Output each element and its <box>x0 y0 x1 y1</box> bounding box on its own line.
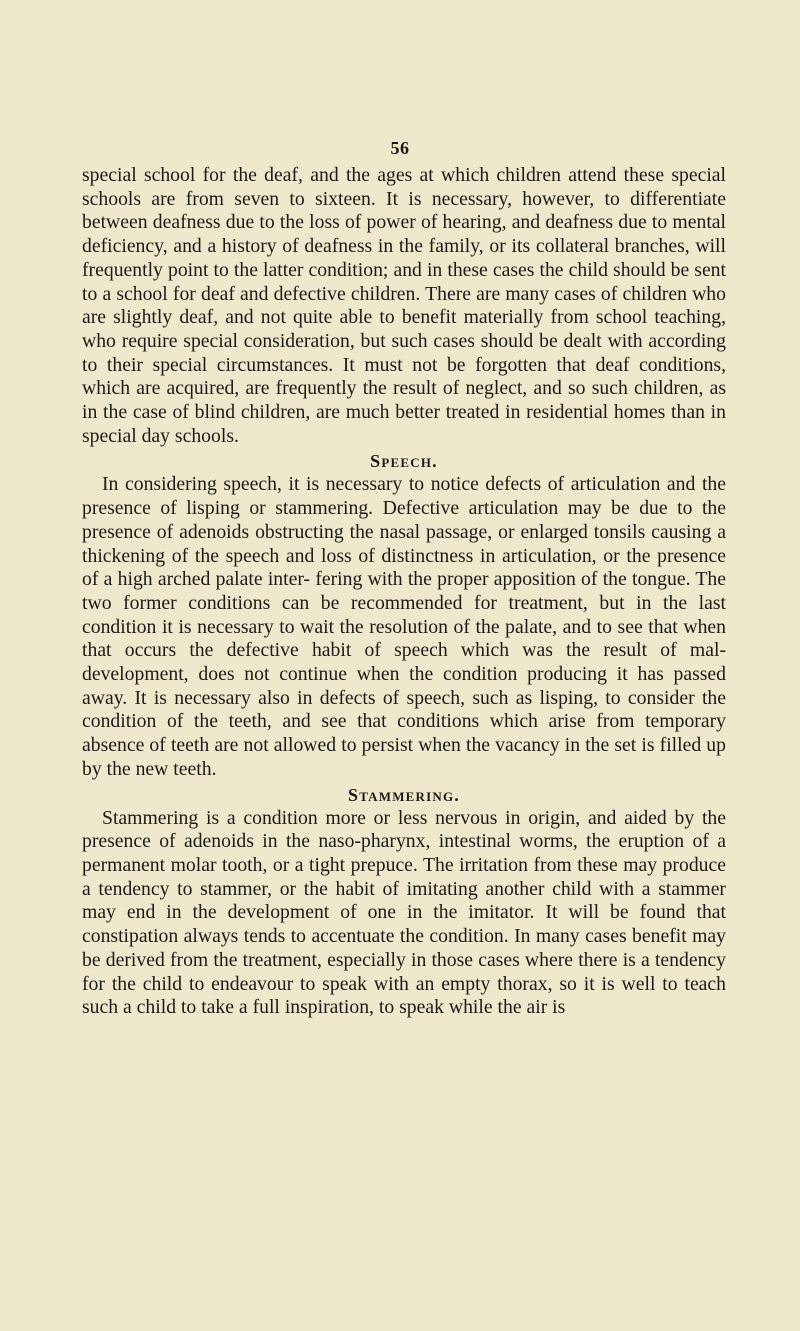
speech-paragraph: In considering speech, it is necessary to notice defects of articulation and the presence of lisping or stammering. Defective articulation may be due to the presence of adenoids obstructing the nasal passage, or enlarged tonsils causing a thickening of the speech and loss of distinctness in articulation, or the presence of a high arched palate inter- fering with the proper apposition of the tongue. The two former conditions can be recommended for treatment, but in the last condition it is necessary to wait the resolution of the palate, and to see that when that occurs the defective habit of speech which was the result of mal-development, does not continue when the condition producing it has passed away. It is necessary also in defects of speech, such as lisping, to consider the condition of the teeth, and see that conditions which arise from temporary absence of teeth are not allowed to persist when the vacancy in the set is filled up by the new teeth. <box>82 473 726 780</box>
stammering-heading: Stammering. <box>348 784 460 805</box>
speech-heading: Speech. <box>370 451 438 472</box>
body-text <box>82 164 726 1020</box>
intro-paragraph: special school for the deaf, and the ages at which children attend these special schools are from seven to sixteen. It is necessary, however, to differentiate between deafness due to the loss of power of hearing, and deafness due to mental deficiency, and a history of deafness in the family, or its collateral branches, will frequently point to the latter condition; and in these cases the child should be sent to a school for deaf and defective children. There are many cases of children who are slightly deaf, and not quite able to benefit materially from school teaching, who require special consideration, but such cases should be dealt with according to their special circumstances. It must not be forgotten that deaf conditions, which are acquired, are frequently the result of neglect, and so such children, as in the case of blind children, are much better treated in residential homes than in special day schools. <box>82 164 726 447</box>
stammering-paragraph: Stammering is a condition more or less nervous in origin, and aided by the presence of adenoids in the naso-pharynx, intestinal worms, the eruption of a permanent molar tooth, or a tight prepuce. The irritation from these may produce a tendency to stammer, or the habit of imitating another child with a stammer may end in the development of one in the imitator. It will be found that constipation always tends to accentuate the condition. In many cases benefit may be derived from the treatment, especially in those cases where there is a tendency for the child to endeavour to speak with an empty thorax, so it is well to teach such a child to take a full inspiration, to speak while the air is <box>82 806 726 1019</box>
page-number: 56 <box>390 138 410 158</box>
